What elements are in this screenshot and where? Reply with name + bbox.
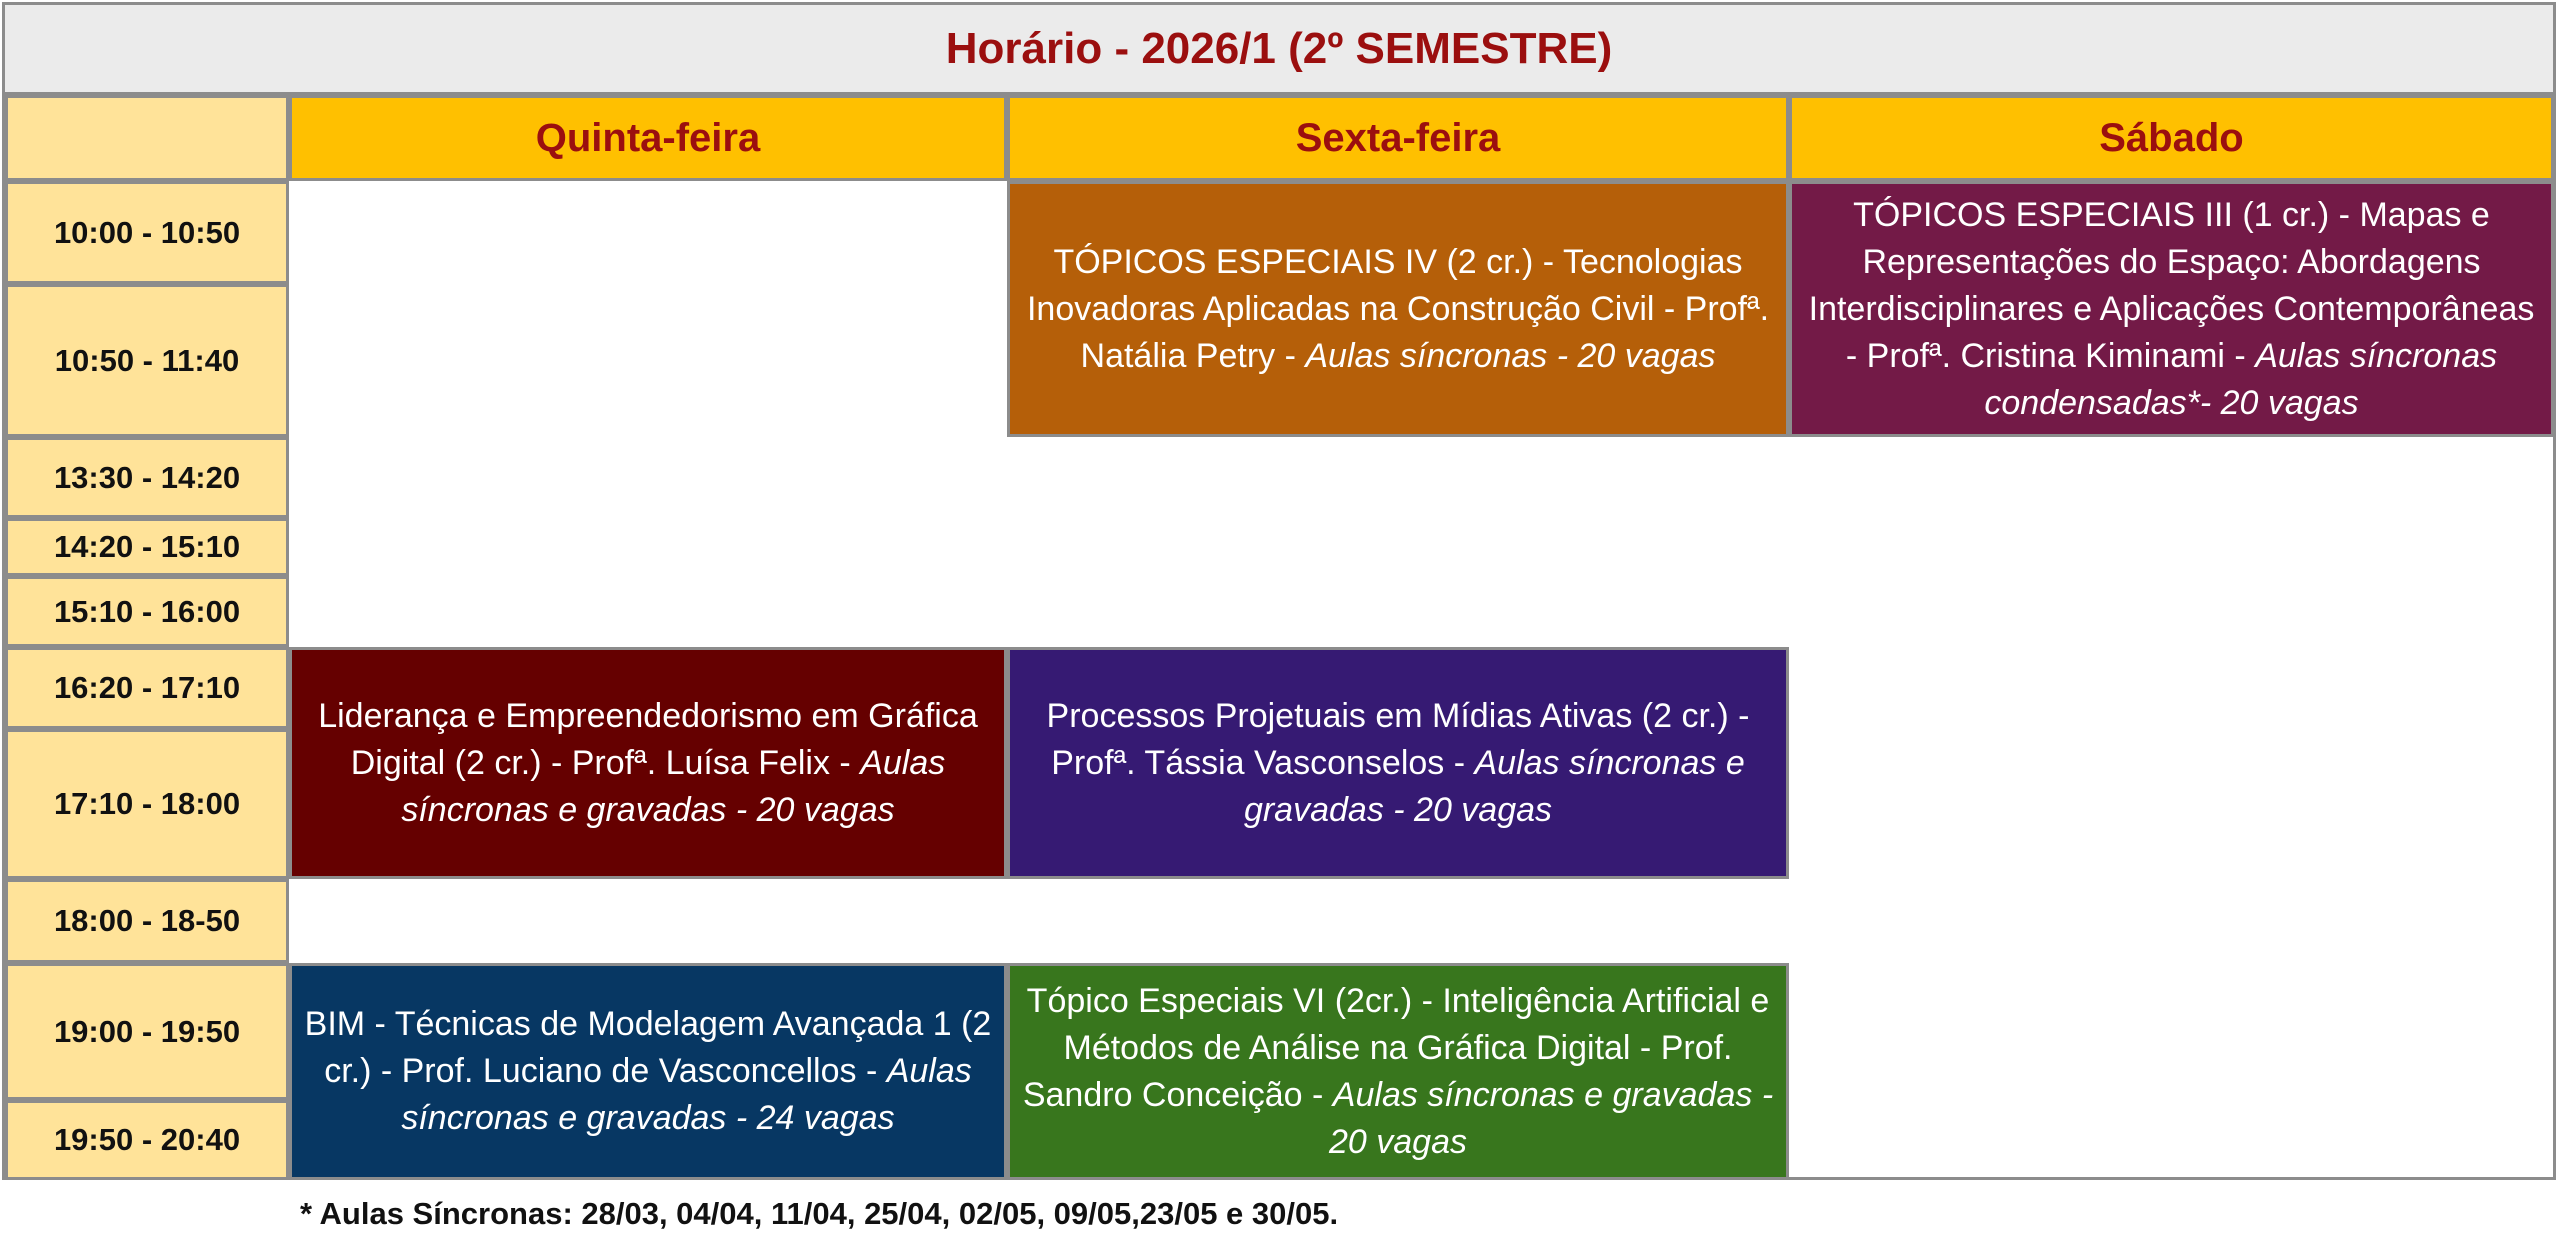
course-bim-modelagem — [289, 963, 1007, 1180]
time-slot: 16:20 - 17:10 — [5, 647, 289, 729]
header-quinta-feira: Quinta-feira — [289, 95, 1007, 181]
course-modality: Aulas síncronas e gravadas - 24 vagas — [401, 1052, 972, 1137]
course-lideranca-empreendedorismo — [289, 647, 1007, 879]
course-processos-projetuais — [1007, 647, 1789, 879]
time-slot: 18:00 - 18-50 — [5, 879, 289, 963]
time-slot: 17:10 - 18:00 — [5, 729, 289, 879]
course-text: TÓPICOS ESPECIAIS III (1 cr.) - Mapas e Representações do Espaço: Abordagens Interdisciplinares e Aplicações Contemporâneas - Profª. Cristina Kiminami - — [1808, 195, 2535, 375]
time-slot: 14:20 - 15:10 — [5, 518, 289, 576]
time-slot: 15:10 - 16:00 — [5, 576, 289, 647]
course-topicos-especiais-iv — [1007, 181, 1789, 437]
time-slot: 13:30 - 14:20 — [5, 437, 289, 518]
schedule-title: Horário - 2026/1 (2º SEMESTRE) — [5, 5, 2553, 95]
course-text: Processos Projetuais em Mídias Ativas (2 cr.) - Profª. Tássia Vasconselos - — [1046, 696, 1750, 782]
course-modality: Aulas síncronas e gravadas - 20 vagas — [1329, 1075, 1774, 1161]
time-slot: 10:50 - 11:40 — [5, 284, 289, 437]
course-modality: Aulas síncronas condensadas*- 20 vagas — [1984, 336, 2498, 422]
course-text: Tópico Especiais VI (2cr.) - Inteligência Artificial e Métodos de Análise na Gráfica Digital - Prof. Sandro Conceição - — [1022, 981, 1770, 1114]
footnote: * Aulas Síncronas: 28/03, 04/04, 11/04, 25/04, 02/05, 09/05,23/05 e 30/05. — [300, 1196, 1339, 1231]
course-topicos-especiais-iii — [1789, 181, 2554, 437]
course-text: TÓPICOS ESPECIAIS IV (2 cr.) - Tecnologias Inovadoras Aplicadas na Construção Civil - Profª. Natália Petry - — [1026, 242, 1770, 375]
time-slot: 19:00 - 19:50 — [5, 963, 289, 1100]
course-text: Liderança e Empreendedorismo em Gráfica Digital (2 cr.) - Profª. Luísa Felix - — [318, 696, 978, 782]
course-modality: Aulas síncronas - 20 vagas — [1305, 336, 1716, 375]
course-text: BIM - Técnicas de Modelagem Avançada 1 (2 cr.) - Prof. Luciano de Vasconcellos - — [304, 1005, 992, 1090]
header-sexta-feira: Sexta-feira — [1007, 95, 1789, 181]
course-topico-especiais-vi — [1007, 963, 1789, 1180]
time-slot: 19:50 - 20:40 — [5, 1100, 289, 1180]
course-modality: Aulas síncronas e gravadas - 20 vagas — [401, 743, 946, 829]
course-modality: Aulas síncronas e gravadas - 20 vagas — [1243, 743, 1745, 829]
header-sabado: Sábado — [1789, 95, 2554, 181]
header-corner — [5, 95, 289, 181]
time-slot: 10:00 - 10:50 — [5, 181, 289, 284]
